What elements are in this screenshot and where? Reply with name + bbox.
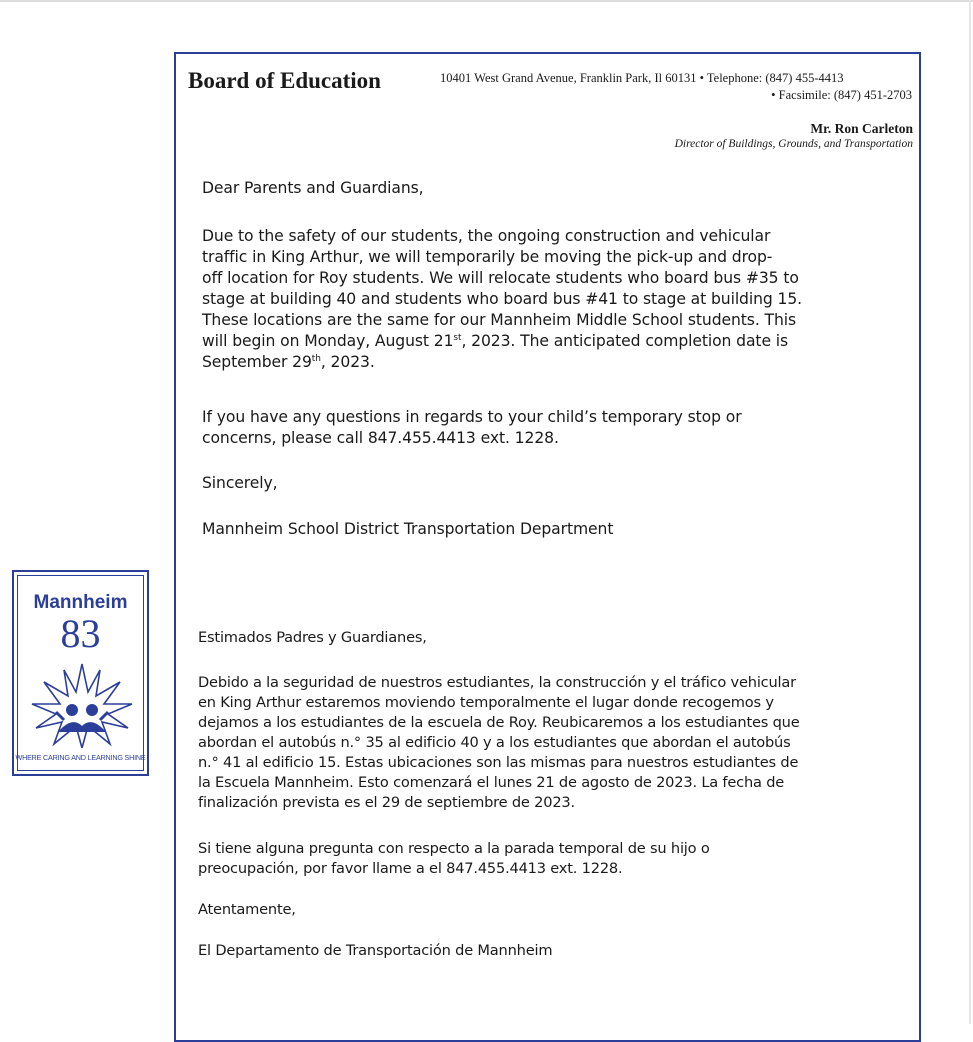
english-greeting: Dear Parents and Guardians, — [202, 179, 424, 197]
director-name: Mr. Ron Carleton — [810, 121, 913, 136]
letterhead-telephone: • Telephone: (847) 455-4413 — [699, 71, 844, 85]
text-line: Due to the safety of our students, the ongoing construction and vehicular — [202, 227, 771, 245]
logo-tagline: WHERE CARING AND LEARNING SHINE — [15, 753, 146, 762]
text-line: These locations are the same for our Mannheim Middle School students. This — [202, 311, 797, 329]
text-line: stage at building 40 and students who board bus #41 to stage at building 15. — [202, 290, 803, 308]
spanish-greeting: Estimados Padres y Guardianes, — [198, 629, 427, 646]
text-line: en King Arthur estaremos moviendo temporalmente el lugar donde recogemos y — [198, 694, 774, 711]
letterhead-facsimile: • Facsimile: (847) 451-2703 — [771, 88, 912, 102]
text-line: n.° 41 al edificio 15. Estas ubicaciones son las mismas para nuestros estudiantes de — [198, 754, 799, 771]
english-closing: Sincerely, — [202, 474, 278, 492]
text-line: Si tiene alguna pregunta con respecto a la parada temporal de su hijo o — [198, 840, 710, 857]
spanish-signature: El Departamento de Transportación de Mannheim — [198, 942, 553, 959]
spanish-paragraph-2 — [198, 839, 838, 879]
letter-border — [174, 52, 921, 1042]
text-line: September 29th, 2023. — [202, 353, 375, 371]
text-line: abordan el autobús n.° 35 al edificio 40 y a los estudiantes que abordan el autobús — [198, 734, 791, 751]
english-paragraph-1 — [202, 226, 842, 373]
text-line: finalización prevista es el 29 de septiembre de 2023. — [198, 794, 575, 811]
text-line: will begin on Monday, August 21st, 2023. The anticipated completion date is — [202, 332, 789, 350]
letterhead-address-line — [440, 71, 912, 86]
text-line: traffic in King Arthur, we will temporarily be moving the pick-up and drop- — [202, 248, 773, 266]
english-signature: Mannheim School District Transportation Department — [202, 520, 614, 538]
text-line: la Escuela Mannheim. Esto comenzará el lunes 21 de agosto de 2023. La fecha de — [198, 774, 785, 791]
sunburst-children-icon — [28, 660, 137, 748]
spanish-closing: Atentamente, — [198, 901, 296, 918]
spanish-paragraph-1 — [198, 673, 838, 813]
text-line: preocupación, por favor llame a el 847.455.4413 ext. 1228. — [198, 860, 623, 877]
logo-word: Mannheim — [33, 592, 128, 613]
english-paragraph-2 — [202, 407, 842, 449]
text-line: concerns, please call 847.455.4413 ext. 1228. — [202, 429, 559, 447]
letterhead-org: Board of Education — [188, 68, 381, 93]
district-logo — [12, 570, 149, 776]
text-line: off location for Roy students. We will relocate students who board bus #35 to — [202, 269, 799, 287]
logo-number: 83 — [60, 611, 101, 656]
top-edge — [0, 0, 973, 2]
text-line: If you have any questions in regards to your child’s temporary stop or — [202, 408, 742, 426]
director-title: Director of Buildings, Grounds, and Transportation — [674, 138, 913, 150]
text-line: Debido a la seguridad de nuestros estudiantes, la construcción y el tráfico vehicular — [198, 674, 796, 691]
letterhead-address: 10401 West Grand Avenue, Franklin Park, Il 60131 — [440, 71, 697, 85]
text-line: dejamos a los estudiantes de la escuela de Roy. Reubicaremos a los estudiantes que — [198, 714, 800, 731]
right-edge — [969, 0, 971, 1024]
